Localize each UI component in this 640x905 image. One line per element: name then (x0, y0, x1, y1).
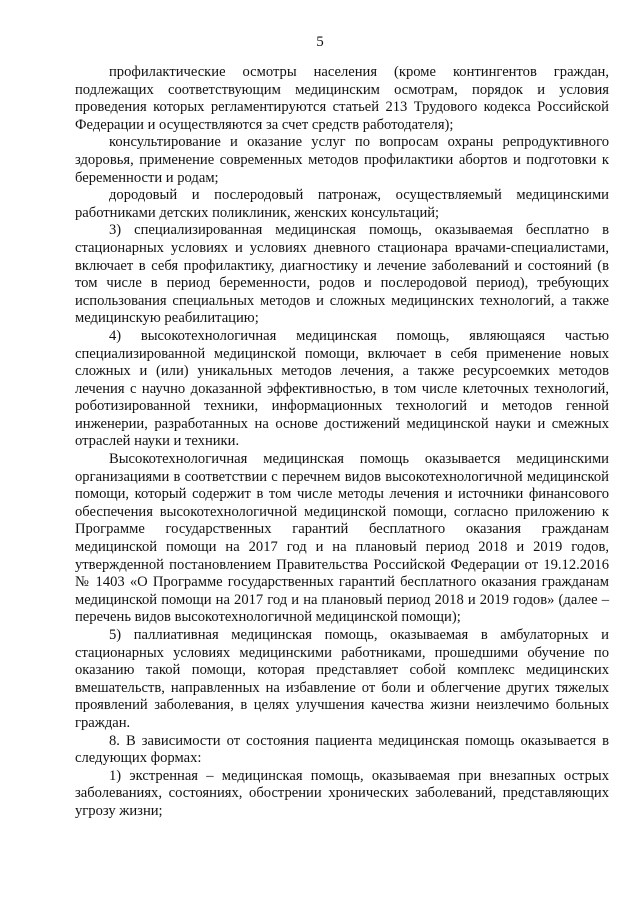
paragraph-emergency-care: 1) экстренная – медицинская помощь, оказываемая при внезапных острых заболеваниях, состояниях, обострении хронических заболеваний, представляющих угрозу жизни; (75, 767, 609, 819)
paragraph-preventive-examinations: профилактические осмотры населения (кроме контингентов граждан, подлежащих соответствующим медицинским осмотрам, порядок и условия проведения которых регламентируются статьей 213 Трудового кодекса Российской Федерации и осуществляются за счет средств работодателя); (75, 64, 609, 133)
paragraph-specialized-care: 3) специализированная медицинская помощь, оказываемая бесплатно в стационарных условиях и условиях дневного стационара врачами-специалистами, включает в себя профилактику, диагностику и лечение заболеваний и состояний (в том числе в период беременности, родов и послеродовой период), требующих использования специальных методов и сложных медицинских технологий, а также медицинскую реабилитацию; (75, 222, 609, 327)
paragraph-care-forms: 8. В зависимости от состояния пациента медицинская помощь оказывается в следующих формах: (75, 732, 609, 767)
paragraph-patronage: дородовый и послеродовый патронаж, осуществляемый медицинскими работниками детских поликлиник, женских консультаций; (75, 187, 609, 221)
document-body (75, 64, 609, 821)
paragraph-reproductive-health: консультирование и оказание услуг по вопросам охраны репродуктивного здоровья, применение современных методов профилактики абортов и подготовки к беременности и родам; (75, 134, 609, 186)
page-number: 5 (316, 34, 324, 50)
paragraph-high-tech-care: 4) высокотехнологичная медицинская помощь, являющаяся частью специализированной медицинской помощи, включает в себя применение новых сложных и (или) уникальных методов лечения, а также ресурсоемких методов лечения с научно доказанной эффективностью, в том числе клеточных технологий, роботизированной техники, информационных технологий и методов генной инженерии, разработанных на основе достижений медицинской науки и смежных отраслей науки и техники. (75, 327, 609, 450)
paragraph-palliative-care: 5) паллиативная медицинская помощь, оказываемая в амбулаторных и стационарных условиях медицинскими работниками, прошедшими обучение по оказанию такой помощи, которая представляет собой комплекс медицинских вмешательств, направленных на избавление от боли и облегчение других тяжелых проявлений заболевания, в целях улучшения качества жизни неизлечимо больных граждан. (75, 627, 609, 731)
paragraph-high-tech-list: Высокотехнологичная медицинская помощь оказывается медицинскими организациями в соответствии с перечнем видов высокотехнологичной медицинской помощи, который содержит в том числе методы лечения и источники финансового обеспечения высокотехнологичной медицинской помощи, согласно приложению к Программе государственных гарантий бесплатного оказания гражданам медицинской помощи на 2017 год и на плановый период 2018 и 2019 годов, утвержденной постановлением Правительства Российской Федерации от 19.12.2016 № 1403 «О Программе государственных гарантий бесплатного оказания гражданам медицинской помощи на 2017 год и на плановый период 2018 и 2019 годов» (далее – перечень видов высокотехнологичной медицинской помощи); (75, 451, 609, 626)
